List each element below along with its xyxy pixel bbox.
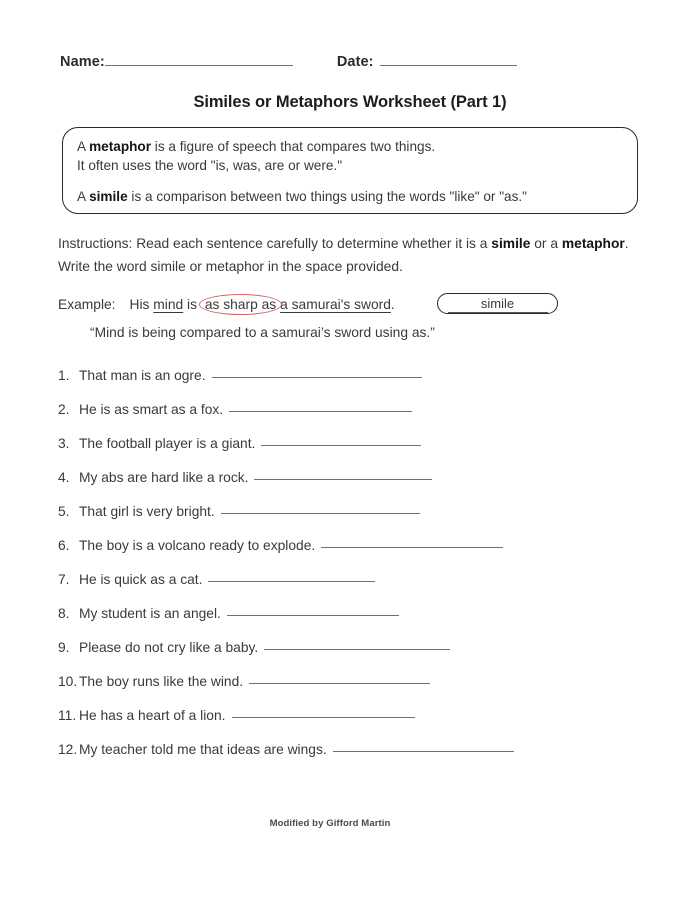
example-answer-pill[interactable] [437,293,558,314]
metaphor-def-lead: A [77,139,90,154]
question-number: 2. [58,402,70,417]
question-text: The boy runs like the wind. [79,674,244,689]
metaphor-def-rest: is a figure of speech that compares two things. [151,139,436,154]
answer-blank[interactable] [321,547,503,548]
example-block [58,297,658,340]
question-row [58,742,658,776]
example-seg-is: is [183,297,201,312]
question-number: 8. [58,606,70,621]
instructions-bold-metaphor: metaphor [561,236,625,251]
example-circled-phrase: as sharp as [201,297,280,312]
simile-term: simile [89,189,128,204]
question-number: 10. [58,674,78,689]
instructions-part-2: or a [530,236,562,251]
metaphor-def-line2: It often uses the word "is, was, are or were." [77,158,343,173]
question-number: 1. [58,368,70,383]
date-input-line[interactable] [380,65,517,66]
example-sentence-line [58,297,658,319]
question-text: That man is an ogre. [79,368,206,383]
question-row [58,640,658,674]
question-text: He has a heart of a lion. [79,708,226,723]
example-underlined-mind: mind [153,297,184,312]
question-row [58,538,658,572]
question-text: Please do not cry like a baby. [79,640,259,655]
page-title: Similes or Metaphors Worksheet (Part 1) [193,93,507,111]
answer-blank[interactable] [249,683,430,684]
question-row [58,436,658,470]
question-number: 9. [58,640,70,655]
instructions-part-3: . Write the word simile or metaphor in the space provided. [58,236,629,274]
definition-box [62,127,638,214]
question-number: 4. [58,470,70,485]
date-label: Date: [336,54,374,70]
question-row [58,470,658,504]
question-text: That girl is very bright. [79,504,215,519]
footer-credit: Modified by Gifford Martin [269,818,391,829]
name-label: Name: [60,54,105,70]
answer-blank[interactable] [221,513,420,514]
question-row [58,368,658,402]
question-number: 12. [58,742,78,757]
answer-blank[interactable] [229,411,412,412]
question-text: The football player is a giant. [79,436,256,451]
metaphor-definition [77,137,637,175]
example-label: Example: [58,297,116,312]
simile-def-rest: is a comparison between two things using the words "like" or "as." [127,189,528,204]
question-text: My abs are hard like a rock. [79,470,249,485]
question-row [58,708,658,742]
simile-def-lead: A [77,189,90,204]
question-text: My teacher told me that ideas are wings. [79,742,327,757]
question-number: 3. [58,436,70,451]
question-number: 11. [58,708,77,723]
answer-blank[interactable] [208,581,375,582]
instructions-paragraph [58,232,642,278]
answer-blank[interactable] [254,479,432,480]
instructions-bold-simile: simile [491,236,531,251]
question-number: 6. [58,538,70,553]
name-date-row [60,54,640,70]
simile-definition [77,187,637,206]
name-input-line[interactable] [105,65,293,66]
question-row [58,402,658,436]
example-explanation: “Mind is being compared to a samurai’s sword using as.” [90,325,435,340]
answer-blank[interactable] [261,445,421,446]
answer-blank[interactable] [212,377,422,378]
question-row [58,572,658,606]
question-text: My student is an angel. [79,606,221,621]
question-list [58,368,658,776]
question-text: He is quick as a cat. [79,572,203,587]
instructions-part-1: Instructions: Read each sentence carefully to determine whether it is a [58,236,492,251]
answer-blank[interactable] [227,615,399,616]
question-row [58,504,658,538]
example-underlined-sword: a samurai's sword [280,297,391,312]
question-number: 5. [58,504,70,519]
metaphor-term: metaphor [89,139,152,154]
question-row [58,674,658,708]
example-seg-period: . [390,297,395,312]
question-row [58,606,658,640]
question-text: He is as smart as a fox. [79,402,224,417]
question-text: The boy is a volcano ready to explode. [79,538,316,553]
question-number: 7. [58,572,70,587]
answer-blank[interactable] [264,649,450,650]
example-seg-his: His [129,297,154,312]
answer-blank[interactable] [232,717,415,718]
example-answer-text: simile [448,295,548,313]
answer-blank[interactable] [333,751,514,752]
